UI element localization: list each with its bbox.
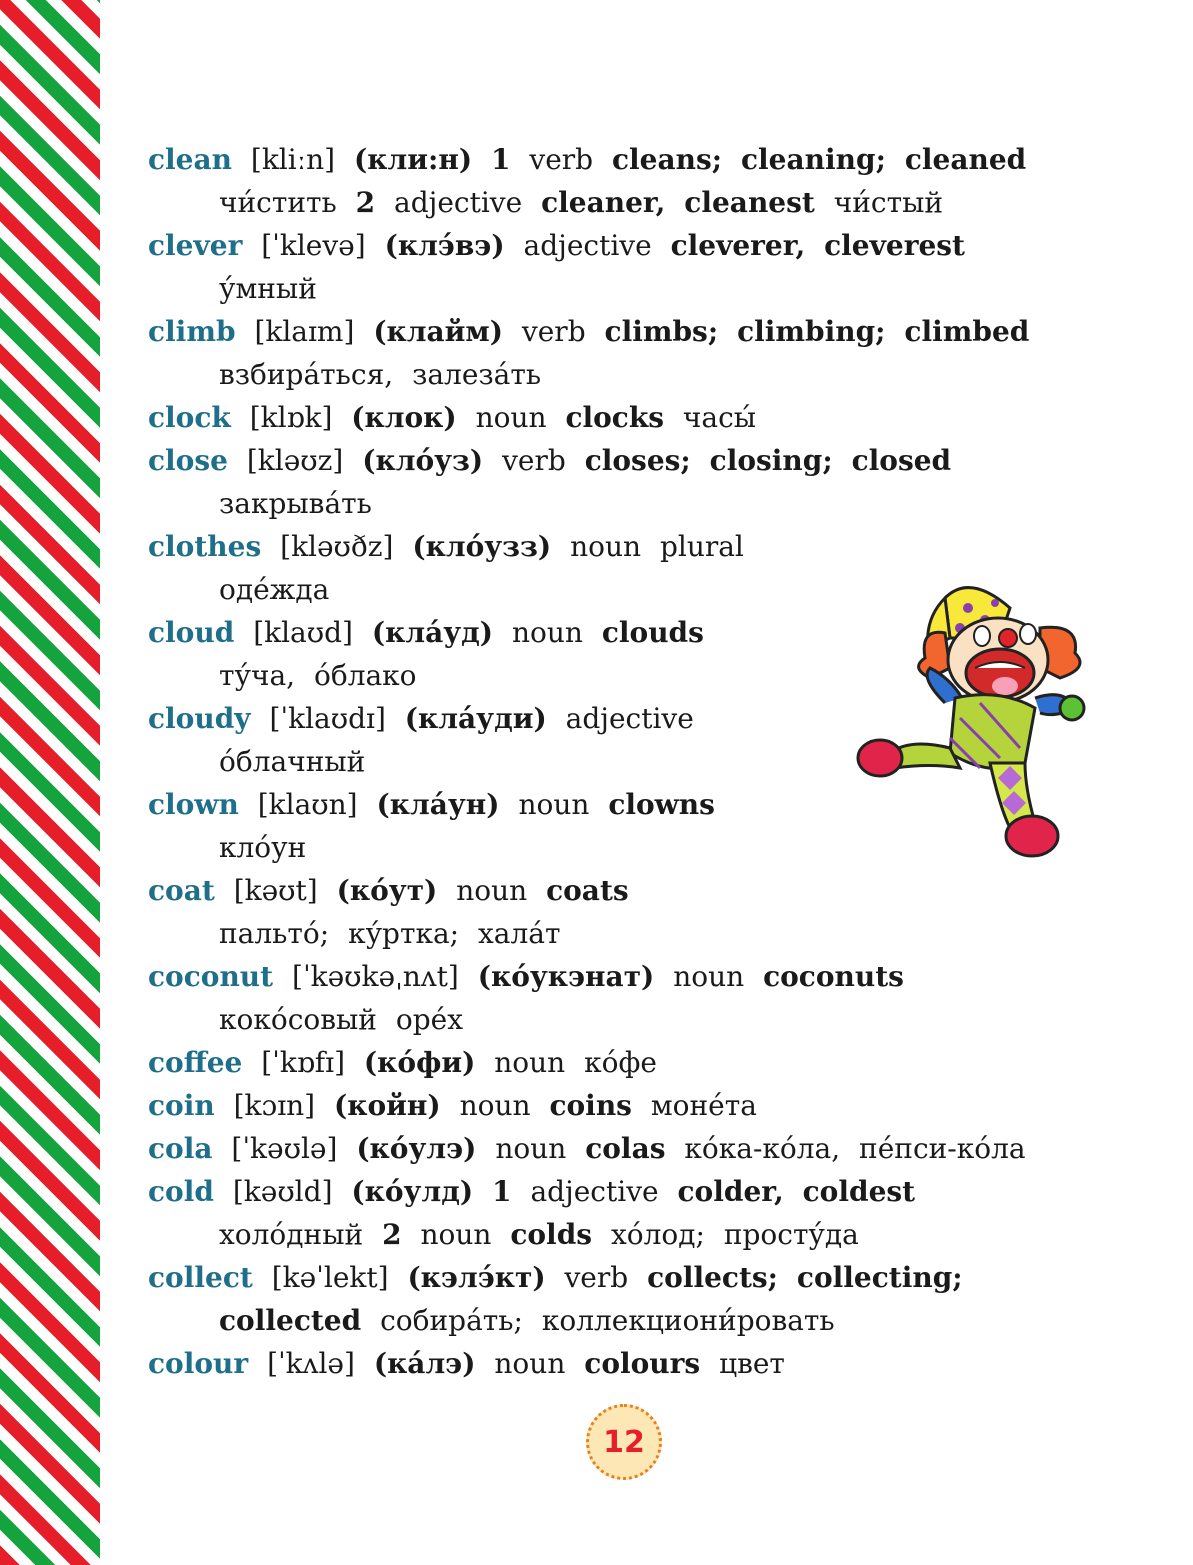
word-form: collected (219, 1304, 362, 1337)
word-form: climbs; (604, 315, 719, 348)
pronunciation: [kəʊt] (233, 874, 318, 907)
russian-transcription: (кла́ун) (376, 788, 500, 821)
entry-text: закрыва́ть (219, 487, 372, 520)
entry-line (148, 1041, 1108, 1084)
entry-text: adjective (394, 186, 523, 219)
pronunciation: [ˈkʌlə] (267, 1347, 355, 1380)
pronunciation: [kləʊðz] (280, 530, 394, 563)
entry-text: verb (564, 1261, 629, 1294)
entry-text: noun (570, 530, 642, 563)
entry-text: у́мный (219, 272, 317, 305)
entry-text: ко́фе (584, 1046, 657, 1079)
entry-text: о́блачный (219, 745, 366, 778)
headword: coat (148, 874, 215, 907)
headword: close (148, 444, 228, 477)
pronunciation: [ˈklevə] (261, 229, 366, 262)
headword: coconut (148, 960, 274, 993)
entry-line (148, 1170, 1108, 1213)
word-form: cleanest (684, 186, 815, 219)
word-form: closing; (709, 444, 833, 477)
word-form: 2 (382, 1218, 402, 1251)
word-form: cleverest (824, 229, 965, 262)
word-form: climbed (904, 315, 1030, 348)
entry-text: хо́лод; (610, 1218, 705, 1251)
entry-text: noun (456, 874, 528, 907)
russian-transcription: (клок) (351, 401, 457, 434)
entry-continuation (148, 912, 1108, 955)
headword: cloudy (148, 702, 251, 735)
russian-transcription: (кли:н) (354, 143, 473, 176)
word-form: cleaned (904, 143, 1027, 176)
entry-text: ту́ча, (219, 659, 296, 692)
word-form: coins (549, 1089, 632, 1122)
entry-continuation (148, 1299, 1108, 1342)
word-form: closes; (584, 444, 691, 477)
entry-line (148, 396, 1108, 439)
word-form: 1 (492, 1175, 512, 1208)
headword: collect (148, 1261, 253, 1294)
entry-text: adjective (565, 702, 694, 735)
russian-transcription: (ко́ут) (336, 874, 438, 907)
headword: colour (148, 1347, 249, 1380)
pronunciation: [ˈkəʊkəˌnʌt] (292, 960, 459, 993)
entry-text: ко́ка-ко́ла, (684, 1132, 841, 1165)
word-form: collects; (647, 1261, 778, 1294)
headword: climb (148, 315, 236, 348)
russian-transcription: (клэ́вэ) (384, 229, 505, 262)
russian-transcription: (кло́уз) (362, 444, 484, 477)
entry-line (148, 138, 1108, 181)
word-form: 1 (490, 143, 511, 176)
entry-text: noun (494, 1347, 566, 1380)
entry-continuation (148, 1213, 1108, 1256)
word-form: cleverer, (670, 229, 806, 262)
entry-text: взбира́ться, (219, 358, 394, 391)
clown-illustration (850, 578, 1095, 868)
headword: cola (148, 1132, 213, 1165)
entry-text: собира́ть; (380, 1304, 523, 1337)
entry-continuation (148, 353, 1108, 396)
headword: clown (148, 788, 239, 821)
entry-line (148, 955, 1108, 998)
entry-text: adjective (530, 1175, 659, 1208)
headword: coin (148, 1089, 215, 1122)
word-form: colours (584, 1347, 701, 1380)
entry-line (148, 1127, 1108, 1170)
pronunciation: [ˈklaʊdɪ] (269, 702, 386, 735)
entry-text: коко́совый (219, 1003, 377, 1036)
entry-text: verb (529, 143, 594, 176)
word-form: coldest (802, 1175, 916, 1208)
russian-transcription: (кла́уди) (404, 702, 547, 735)
pronunciation: [kɔɪn] (233, 1089, 316, 1122)
word-form: cleans; (611, 143, 723, 176)
entry-continuation (148, 181, 1108, 224)
entry-text: просту́да (723, 1218, 859, 1251)
word-form: coats (546, 874, 629, 907)
pronunciation: [kliːn] (250, 143, 336, 176)
headword: cloud (148, 616, 235, 649)
candy-stripe-border (0, 0, 100, 1565)
russian-transcription: (клайм) (373, 315, 504, 348)
pronunciation: [klaʊn] (257, 788, 358, 821)
entry-line (148, 310, 1108, 353)
entry-text: коллекциони́ровать (541, 1304, 835, 1337)
entry-text: verb (521, 315, 586, 348)
word-form: 2 (355, 186, 376, 219)
entry-text: залеза́ть (412, 358, 542, 391)
russian-transcription: (ко́укэнат) (477, 960, 655, 993)
entry-line (148, 1256, 1108, 1299)
pronunciation: [kləʊz] (246, 444, 344, 477)
entry-text: чи́стый (833, 186, 944, 219)
pronunciation: [klaɪm] (254, 315, 355, 348)
entry-continuation (148, 482, 1108, 525)
entry-text: пальто́; (219, 917, 330, 950)
headword: coffee (148, 1046, 243, 1079)
entry-text: noun (518, 788, 590, 821)
entry-line (148, 224, 1108, 267)
word-form: collecting; (796, 1261, 963, 1294)
entry-text: оре́х (395, 1003, 464, 1036)
entry-text: чи́стить (219, 186, 337, 219)
russian-transcription: (ко́фи) (363, 1046, 476, 1079)
headword: clever (148, 229, 243, 262)
entry-text: хала́т (478, 917, 561, 950)
entry-text: verb (502, 444, 566, 477)
entry-line (148, 1342, 1108, 1385)
entry-text: noun (475, 401, 547, 434)
entry-text: noun (420, 1218, 492, 1251)
pronunciation: [ˈkəʊlə] (231, 1132, 338, 1165)
word-form: cleaning; (741, 143, 886, 176)
word-form: climbing; (737, 315, 886, 348)
pronunciation: [klaʊd] (253, 616, 353, 649)
entry-text: пе́пси-ко́ла (859, 1132, 1026, 1165)
word-form: closed (851, 444, 952, 477)
word-form: clouds (601, 616, 704, 649)
russian-transcription: (ко́улэ) (356, 1132, 477, 1165)
entry-text: холо́дный (219, 1218, 364, 1251)
headword: cold (148, 1175, 214, 1208)
entry-text: noun (494, 1046, 566, 1079)
entry-text: plural (659, 530, 744, 563)
entry-text: оде́жда (219, 573, 330, 606)
entry-text: ку́ртка; (348, 917, 460, 950)
entry-line (148, 525, 1108, 568)
entry-text: noun (673, 960, 745, 993)
entry-continuation (148, 998, 1108, 1041)
word-form: clowns (608, 788, 715, 821)
word-form: colas (585, 1132, 666, 1165)
entry-text: цвет (719, 1347, 785, 1380)
pronunciation: [kəʊld] (232, 1175, 333, 1208)
russian-transcription: (кло́узз) (412, 530, 552, 563)
russian-transcription: (ко́улд) (351, 1175, 474, 1208)
word-form: colds (510, 1218, 593, 1251)
pronunciation: [ˈkɒfɪ] (261, 1046, 346, 1079)
headword: clean (148, 143, 232, 176)
entry-text: noun (511, 616, 583, 649)
entry-line (148, 869, 1108, 912)
entry-text: noun (459, 1089, 531, 1122)
entry-text: часы́ (682, 401, 757, 434)
entry-text: кло́ун (219, 831, 307, 864)
russian-transcription: (кла́уд) (371, 616, 494, 649)
page-number: 12 (586, 1404, 662, 1480)
word-form: coconuts (763, 960, 904, 993)
word-form: clocks (565, 401, 665, 434)
pronunciation: [kəˈlekt] (271, 1261, 389, 1294)
headword: clock (148, 401, 231, 434)
russian-transcription: (ка́лэ) (373, 1347, 476, 1380)
entry-line (148, 439, 1108, 482)
headword: clothes (148, 530, 262, 563)
entry-continuation (148, 267, 1108, 310)
russian-transcription: (койн) (334, 1089, 441, 1122)
word-form: cleaner, (541, 186, 666, 219)
russian-transcription: (кэлэ́кт) (407, 1261, 546, 1294)
entry-text: моне́та (650, 1089, 757, 1122)
entry-line (148, 1084, 1108, 1127)
entry-text: noun (495, 1132, 567, 1165)
entry-text: adjective (523, 229, 652, 262)
pronunciation: [klɒk] (249, 401, 333, 434)
word-form: colder, (677, 1175, 784, 1208)
entry-text: о́блако (313, 659, 417, 692)
